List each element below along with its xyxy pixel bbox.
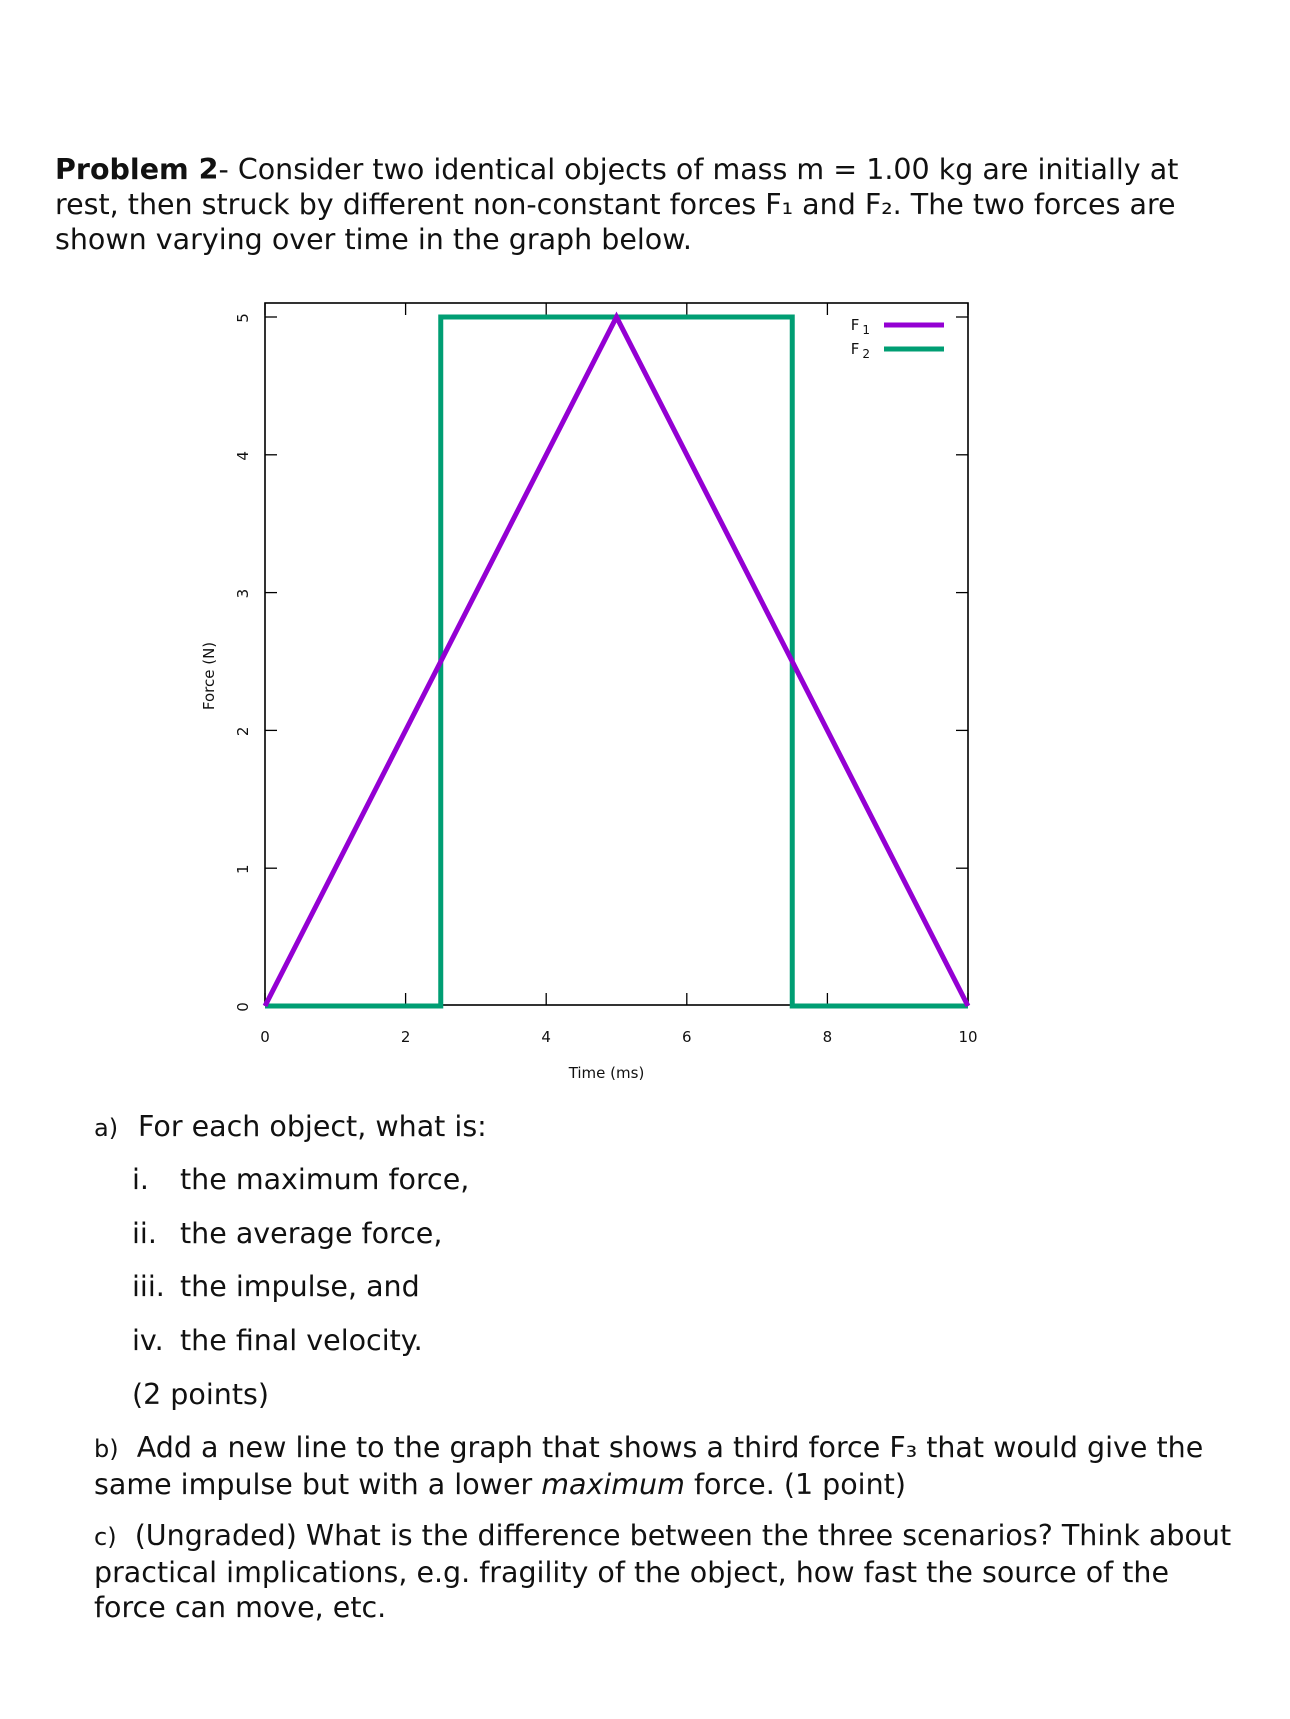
part-a-item-text: the average force, xyxy=(180,1217,443,1250)
part-a-points: (2 points) xyxy=(132,1378,269,1411)
x-tick-label: 0 xyxy=(260,1028,270,1046)
part-c-text: (Ungraded) What is the difference between the three scenarios? Think about practical implications, e.g. fragility of the object, how fast the source of the force can move, etc. xyxy=(94,1519,1232,1624)
part-a-text: For each object, what is: xyxy=(138,1110,487,1143)
y-tick-label: 2 xyxy=(234,726,252,737)
legend-label-f2: F $_2$ xyxy=(850,340,870,361)
y-tick-label: 4 xyxy=(234,451,252,461)
part-b-text-before: Add a new line to the graph that shows a third force F₃ that would give the same impulse but with a lower xyxy=(94,1431,1204,1501)
part-a-item xyxy=(132,1216,442,1251)
series-line-f2 xyxy=(265,317,968,1006)
part-a-item xyxy=(132,1162,469,1197)
x-tick-label: 2 xyxy=(400,1028,411,1046)
part-a-item-number: ii. xyxy=(132,1217,157,1250)
problem-intro: - Consider two identical objects of mass m = 1.00 kg are initially at rest, then struck by different non-constant forces F₁ and F₂. The two forces are shown varying over time in the graph below. xyxy=(55,153,1179,256)
y-tick-label: 3 xyxy=(234,588,252,599)
part-b xyxy=(94,1430,1244,1502)
part-a-item xyxy=(132,1269,420,1304)
y-tick-label: 5 xyxy=(234,313,252,323)
y-tick-label: 0 xyxy=(234,1002,252,1012)
part-b-text-after: force. (1 point) xyxy=(684,1468,906,1501)
y-tick-label: 1 xyxy=(234,864,252,874)
problem-label: Problem 2 xyxy=(55,153,219,186)
y-axis-label: Force (N) xyxy=(200,641,218,711)
part-a-item-text: the final velocity. xyxy=(180,1324,423,1357)
part-c-label: c) xyxy=(94,1523,117,1551)
x-tick-label: 4 xyxy=(541,1028,551,1046)
legend-label-f1: F $_1$ xyxy=(850,316,870,337)
part-b-label: b) xyxy=(94,1435,119,1463)
part-c xyxy=(94,1518,1244,1625)
x-tick-label: 8 xyxy=(822,1028,833,1046)
part-a-item-number: iii. xyxy=(132,1270,165,1303)
part-a-item xyxy=(132,1323,423,1358)
part-a xyxy=(94,1109,487,1146)
series-line-f1 xyxy=(265,317,968,1006)
x-tick-label: 10 xyxy=(958,1028,978,1046)
x-tick-label: 6 xyxy=(682,1028,692,1046)
part-a-item-text: the impulse, and xyxy=(180,1270,420,1303)
part-a-item-number: i. xyxy=(132,1163,149,1196)
x-axis-label: Time (ms) xyxy=(568,1064,645,1082)
plot-frame xyxy=(265,303,968,1005)
part-b-emphasis: maximum xyxy=(541,1468,685,1501)
part-a-item-number: iv. xyxy=(132,1324,164,1357)
part-a-item-text: the maximum force, xyxy=(180,1163,470,1196)
part-a-label: a) xyxy=(94,1114,119,1142)
